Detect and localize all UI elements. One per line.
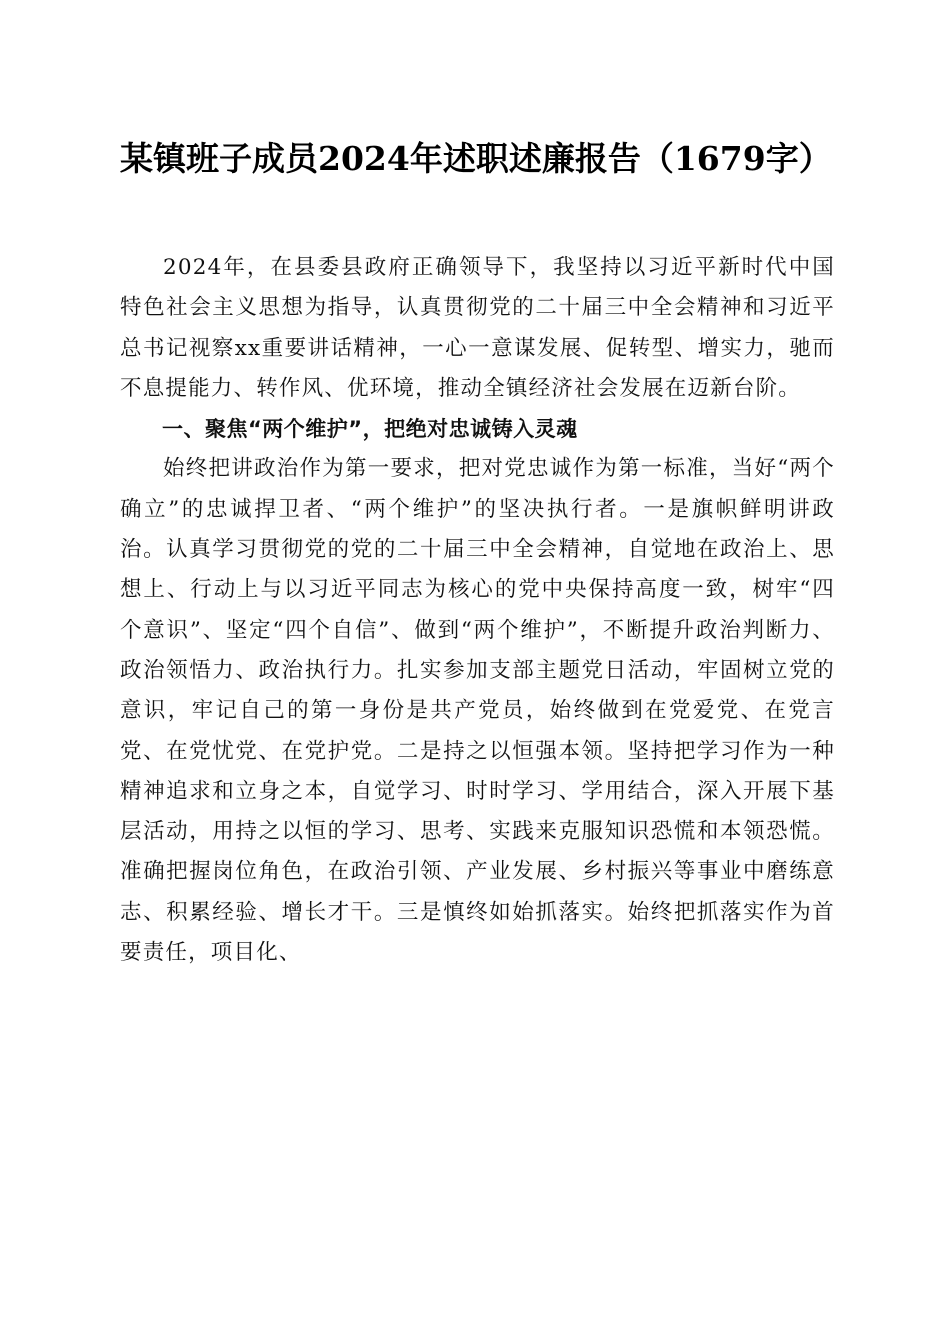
document-body: [120, 248, 835, 973]
section-1-paragraph: 始终把讲政治作为第一要求，把对党忠诚作为第一标准，当好“两个确立”的忠诚捍卫者、“两个维护”的坚决执行者。一是旗帜鲜明讲政治。认真学习贯彻党的党的二十届三中全会精神，自觉地在政治上、思想上、行动上与以习近平同志为核心的党中央保持高度一致，树牢“四个意识”、坚定“四个自信”、做到“两个维护”，不断提升政治判断力、政治领悟力、政治执行力。扎实参加支部主题党日活动，牢固树立党的意识，牢记自己的第一身份是共产党员，始终做到在党爱党、在党言党、在党忧党、在党护党。二是持之以恒强本领。坚持把学习作为一种精神追求和立身之本，自觉学习、时时学习、学用结合，深入开展下基层活动，用持之以恒的学习、思考、实践来克服知识恐慌和本领恐慌。准确把握岗位角色，在政治引领、产业发展、乡村振兴等事业中磨练意志、积累经验、增长才干。三是慎终如始抓落实。始终把抓落实作为首要责任，项目化、: [120, 456, 835, 966]
section-heading-1: 一、聚焦“两个维护”，把绝对忠诚铸入灵魂: [162, 417, 578, 442]
document-title: 某镇班子成员2024年述职述廉报告（1679字）: [120, 139, 832, 178]
intro-paragraph: 2024年，在县委县政府正确领导下，我坚持以习近平新时代中国特色社会主义思想为指导，认真贯彻党的二十届三中全会精神和习近平总书记视察xx重要讲话精神，一心一意谋发展、促转型、增实力，驰而不息提能力、转作风、优环境，推动全镇经济社会发展在迈新台阶。: [120, 255, 835, 401]
